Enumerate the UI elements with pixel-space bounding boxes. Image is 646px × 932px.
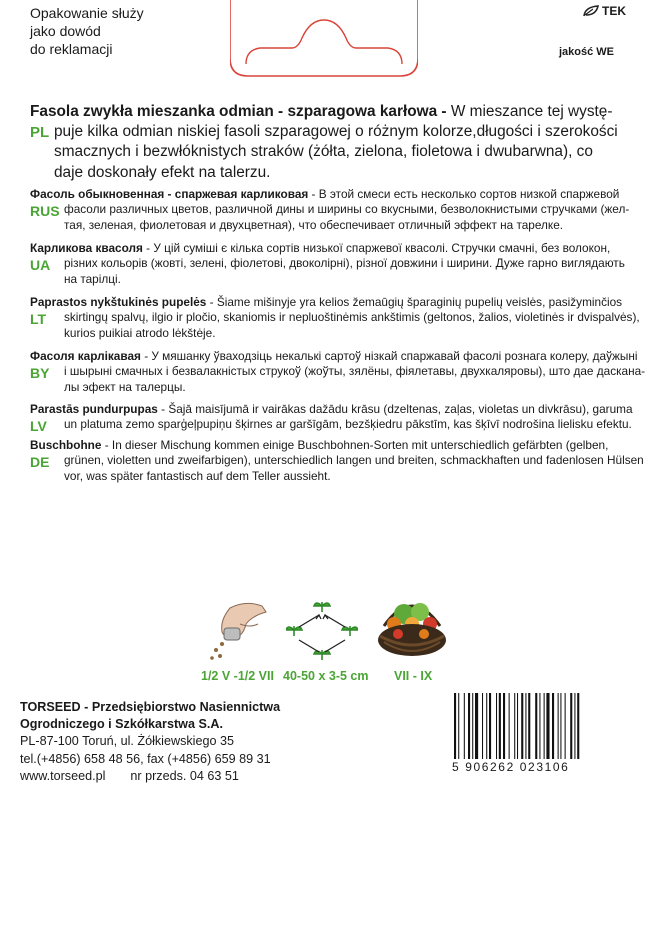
desc-rus-line-1: - В этой смеси есть несколько сортов низкой спаржевой bbox=[308, 187, 620, 201]
plant-spacing-icon bbox=[286, 598, 358, 664]
title-by: Фасоля карлікавая bbox=[30, 349, 141, 363]
desc-de-line-2: grünen, violetten und zweifarbigen), unterschiedlich langen und breiten, schmackhaften und fadenlosen Hülsen bbox=[64, 453, 644, 468]
company-name-line-1: TORSEED - Przedsiębiorstwo Nasiennictwa bbox=[20, 700, 281, 714]
complaint-note-line-2: jako dowód bbox=[30, 23, 101, 39]
hand-sowing-icon bbox=[206, 598, 270, 664]
tek-mark bbox=[583, 4, 626, 18]
desc-pl-line-4: daje doskonały efekt na talerzu. bbox=[54, 163, 271, 181]
desc-rus-line-2: фасоли различных цветов, различной дины и ширины со вкусными, безволокнистыми стручками (жел- bbox=[64, 202, 630, 217]
section-lt bbox=[30, 295, 640, 341]
section-lv bbox=[30, 402, 633, 434]
title-ua: Карликова квасоля bbox=[30, 241, 143, 255]
hang-hole-cutout bbox=[230, 0, 418, 78]
section-ua bbox=[30, 241, 625, 287]
lang-code-pl: PL bbox=[30, 124, 50, 141]
desc-lv-line-1: - Šajā maisījumā ir vairākas dažādu krāsu (dzeltenas, zaļas, violetas un divkrāsu), garuma bbox=[157, 402, 633, 416]
company-info bbox=[20, 699, 280, 785]
lang-code-rus: RUS bbox=[30, 203, 60, 219]
section-by bbox=[30, 349, 646, 395]
quality-label: jakość WE bbox=[558, 46, 614, 58]
desc-lt-line-1: - Šiame mišinyje yra kelios žemaūgių šparaginių pupelių veislės, pasižyminčios bbox=[206, 295, 623, 309]
section-pl bbox=[30, 102, 616, 183]
spacing-label: 40-50 x 3-5 cm bbox=[283, 669, 369, 683]
vegetable-basket-icon bbox=[374, 596, 450, 664]
complaint-note-line-1: Opakowanie służy bbox=[30, 5, 144, 21]
desc-pl-line-3: smacznych i bezwłóknistych straków (żółta, zielona, fioletowa i dwubarwna), co bbox=[54, 143, 593, 161]
desc-lv-line-2: un platuma zemo sparģeļpupiņu šķirnes ar garšīgām, bezšķiedru pākstīm, kas šķīvī nodrošina lielisku efektu. bbox=[64, 417, 632, 432]
desc-by-line-3: лы эфект на талерцы. bbox=[64, 379, 186, 394]
desc-by-line-2: і шырыні смачных і безвалакністых струкоў (жоўты, зялёны, фіялетавы, двухкаляровы), што дае даскана- bbox=[64, 364, 646, 379]
desc-rus-line-3: тая, зеленая, фиолетовая и двухцветная), что обеспечивает отличный эффект на тарелке. bbox=[64, 217, 564, 232]
leaf-icon bbox=[583, 5, 599, 17]
title-lt: Paprastos nykštukinės pupelės bbox=[30, 295, 207, 309]
desc-ua-line-1: - У цій суміші є кілька сортів низької спаржевої квасолі. Стручки смачні, без волокон, bbox=[142, 241, 611, 255]
lang-code-lv: LV bbox=[30, 418, 47, 434]
company-name-line-2: Ogrodniczego i Szkółkarstwa S.A. bbox=[20, 717, 223, 732]
title-lv: Parastās pundurpupas bbox=[30, 402, 158, 416]
desc-lt-line-2: skirtingų spalvų, ilgio ir pločio, skaniomis ir nepluoštinėmis ankštimis (geltonos, žalios, violetinės ir dvispalvės), bbox=[64, 310, 640, 325]
section-de bbox=[30, 438, 644, 484]
ean-barcode bbox=[452, 693, 618, 759]
desc-by-line-1: - У мяшанку ўваходзіць некалькі сартоў нізкай спаржавай фасолі рознага колеру, даўжыні bbox=[140, 349, 638, 363]
section-rus bbox=[30, 187, 630, 233]
title-pl: Fasola zwykła mieszanka odmian - szparagowa karłowa - bbox=[30, 103, 451, 120]
company-order-number: nr przeds. 04 63 51 bbox=[130, 768, 239, 783]
complaint-note-line-3: do reklamacji bbox=[30, 41, 113, 57]
desc-lt-line-3: kurios puikiai atrodo lėkštėje. bbox=[64, 325, 216, 340]
desc-pl-line-2: puje kilka odmian niskiej fasoli szparagowej o różnym kolorze,długości i szerokości bbox=[54, 123, 618, 141]
lang-code-lt: LT bbox=[30, 311, 47, 327]
company-address: PL-87-100 Toruń, ul. Żółkiewskiego 35 bbox=[20, 734, 234, 749]
harvest-period-label: VII - IX bbox=[394, 669, 433, 683]
desc-ua-line-3: на тарілці. bbox=[64, 271, 121, 286]
title-rus: Фасоль обыкновенная - спаржевая карликовая bbox=[30, 187, 309, 201]
desc-de-line-3: vor, was später fantastisch auf dem Teller aussieht. bbox=[64, 468, 331, 483]
lang-code-ua: UA bbox=[30, 257, 51, 273]
title-de: Buschbohne bbox=[30, 438, 102, 452]
company-phone: tel.(+4856) 658 48 56, fax (+4856) 659 89 31 bbox=[20, 751, 271, 766]
complaint-note bbox=[30, 4, 144, 58]
lang-code-by: BY bbox=[30, 365, 50, 381]
desc-pl-line-1: W mieszance tej wystę- bbox=[450, 103, 613, 120]
tek-label: TEK bbox=[602, 4, 626, 18]
lang-code-de: DE bbox=[30, 454, 50, 470]
company-website: www.torseed.pl bbox=[20, 768, 106, 783]
desc-ua-line-2: різних кольорів (жовті, зелені, фіолетові, двоколірні), різної довжини і ширини. Дуже гарно виглядають bbox=[64, 256, 625, 271]
sowing-period-label: 1/2 V -1/2 VII bbox=[201, 669, 274, 683]
desc-de-line-1: - In dieser Mischung kommen einige Buschbohnen-Sorten mit unterschiedlich gefärbten (gelben, bbox=[101, 438, 609, 452]
barcode-digits: 5 906262 023106 bbox=[452, 760, 570, 774]
